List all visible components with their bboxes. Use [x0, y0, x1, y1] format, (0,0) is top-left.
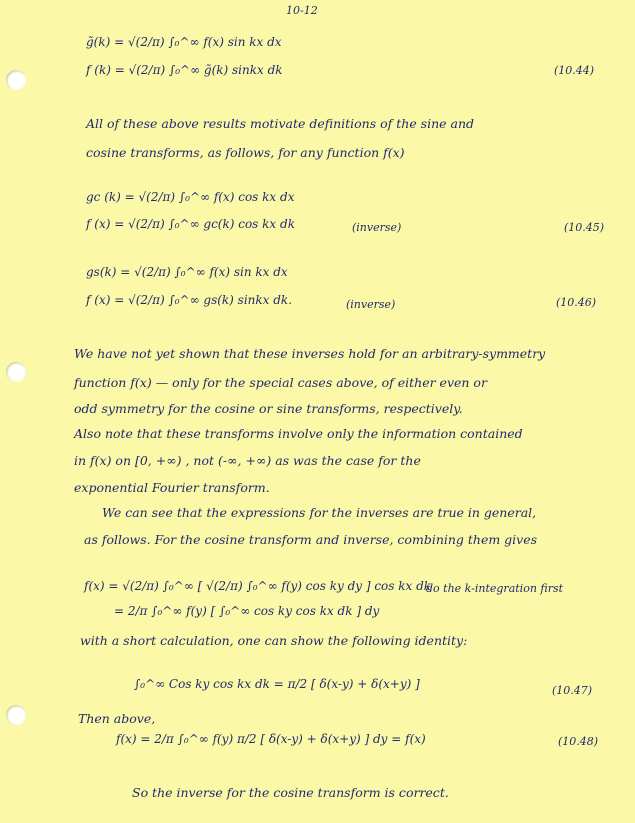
then-above-label: Then above, [78, 711, 156, 726]
binder-hole-top [6, 70, 26, 90]
paragraph-2-line-4: Also note that these transforms involve only the information contained [74, 426, 523, 441]
equation-inverse-verification: f(x) = 2/π ∫₀^∞ f(y) π/2 [ δ(x-y) + δ(x+y) ] dy = f(x) [116, 732, 426, 746]
equation-tag-10-48: (10.48) [558, 735, 599, 748]
paragraph-2-line-3: odd symmetry for the cosine or sine transforms, respectively. [74, 401, 463, 416]
page-number: 10-12 [286, 4, 318, 17]
binder-hole-middle [6, 362, 26, 382]
paragraph-3-line-1: We can see that the expressions for the inverses are true in general, [102, 505, 537, 520]
inverse-label-cosine: (inverse) [352, 221, 402, 234]
equation-tag-10-45: (10.45) [564, 221, 605, 234]
equation-cosine-transform: gc (k) = √(2/π) ∫₀^∞ f(x) cos kx dx [86, 190, 295, 204]
equation-g-tilde: g̃(k) = √(2/π) ∫₀^∞ f(x) sin kx dx [86, 35, 282, 49]
equation-sine-inverse: f (x) = √(2/π) ∫₀^∞ gs(k) sinkx dk. [86, 293, 293, 307]
equation-cosine-inverse: f (x) = √(2/π) ∫₀^∞ gc(k) cos kx dk [86, 217, 295, 231]
equation-tag-10-44: (10.44) [554, 64, 595, 77]
paragraph-2-line-6: exponential Fourier transform. [74, 480, 270, 495]
equation-tag-10-46: (10.46) [556, 296, 597, 309]
binder-hole-bottom [6, 705, 26, 725]
paragraph-2-line-2: function f(x) — only for the special cases above, of either even or [74, 375, 487, 390]
equation-delta-identity: ∫₀^∞ Cos ky cos kx dk = π/2 [ δ(x-y) + δ(x+y) ] [134, 677, 420, 691]
paragraph-3-line-2: as follows. For the cosine transform and inverse, combining them gives [84, 532, 538, 547]
paragraph-2-line-1: We have not yet shown that these inverses hold for an arbitrary-symmetry [74, 346, 546, 361]
paragraph-4-line-1: with a short calculation, one can show the following identity: [80, 633, 468, 648]
paragraph-2-line-5: in f(x) on [0, +∞) , not (-∞, +∞) as was the case for the [74, 453, 421, 468]
inverse-label-sine: (inverse) [346, 298, 396, 311]
equation-combined-step-2: = 2/π ∫₀^∞ f(y) [ ∫₀^∞ cos ky cos kx dk ] dy [114, 604, 380, 618]
equation-f-of-k: f (k) = √(2/π) ∫₀^∞ g̃(k) sinkx dk [86, 63, 283, 77]
equation-sine-transform: gs(k) = √(2/π) ∫₀^∞ f(x) sin kx dx [86, 265, 288, 279]
paragraph-1-line-1: All of these above results motivate definitions of the sine and [86, 116, 475, 131]
paragraph-1-line-2: cosine transforms, as follows, for any function f(x) [86, 145, 405, 160]
equation-combined-step-1: f(x) = √(2/π) ∫₀^∞ [ √(2/π) ∫₀^∞ f(y) cos ky dy ] cos kx dk [84, 579, 432, 593]
conclusion-line: So the inverse for the cosine transform is correct. [132, 785, 449, 800]
equation-tag-10-47: (10.47) [552, 684, 593, 697]
note-k-integration-first: do the k-integration first [426, 582, 564, 595]
